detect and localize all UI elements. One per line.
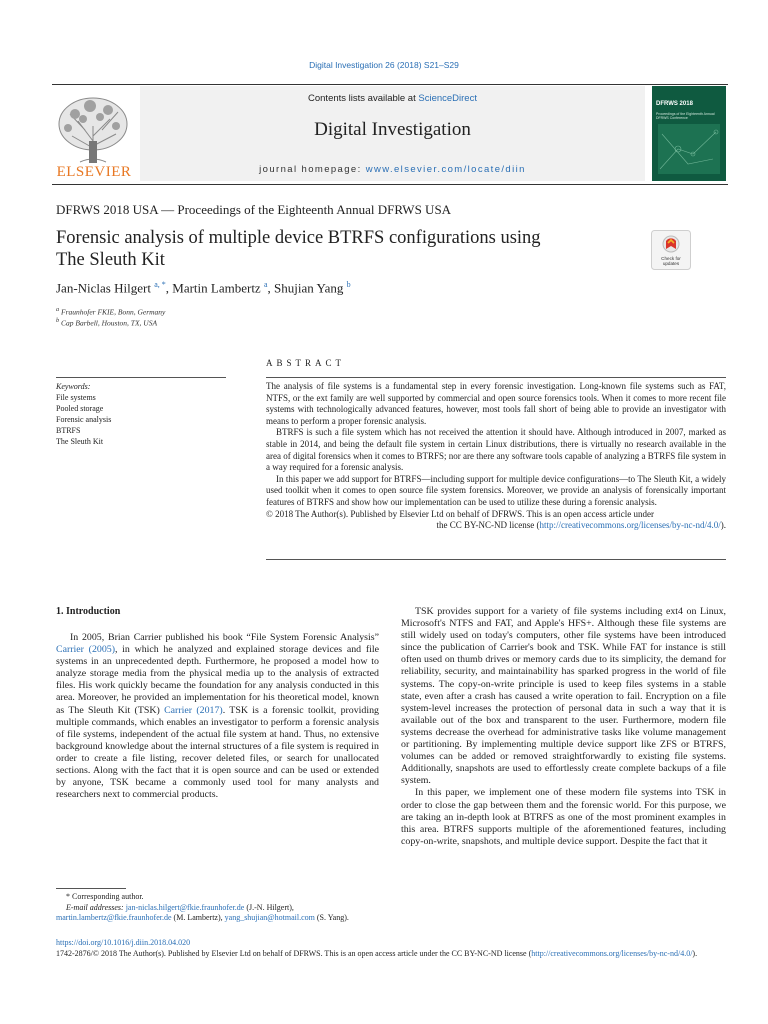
license-suffix: ).: [720, 520, 726, 531]
keywords-label: Keywords:: [56, 382, 91, 391]
cover-title: DFRWS 2018: [656, 101, 693, 107]
citation-link[interactable]: Carrier (2017): [164, 704, 223, 716]
cover-artwork: [658, 124, 720, 174]
email-owner: (M. Lambertz),: [171, 913, 225, 922]
keyword-item: BTRFS: [56, 426, 81, 435]
citation-link[interactable]: Carrier (2005): [56, 644, 115, 656]
email-link[interactable]: martin.lambertz@fkie.fraunhofer.de: [56, 913, 172, 922]
header-bottom-rule: [52, 184, 728, 185]
intro-left-column: [56, 632, 379, 801]
affiliation-b: [56, 317, 157, 328]
sciencedirect-link[interactable]: ScienceDirect: [418, 93, 477, 104]
abstract-bottom-rule: [266, 559, 726, 560]
title-line-2: The Sleuth Kit: [56, 250, 165, 270]
check-for-updates-icon[interactable]: [651, 230, 691, 270]
keyword-item: Pooled storage: [56, 404, 104, 413]
contents-line: [140, 93, 645, 104]
email-link[interactable]: jan-niclas.hilgert@fkie.fraunhofer.de: [125, 902, 245, 912]
intro-paragraph: In this paper, we implement one of these modern file systems into TSK in order to close the gap between them and the forensic world. For this purpose, we are taking an in-depth look at BTRFS as one of the most prominent examples in this area. BTRFS supports multiple of the aforementioned features, including copy-on-write, snapshots, and multiple device support. Despite the fact that it: [401, 787, 726, 847]
footnote-rule: [56, 888, 126, 889]
abstract-paragraph: In this paper we add support for BTRFS—including support for multiple device configurations—to The Sleuth Kit, a widely used toolkit when it comes to open source file system forensics. Moreover, we provide an analysis of forensically important features of BTRFS and show how our implementation can be used to utilize these during a forensic analysis.: [266, 473, 726, 507]
journal-cover-image: [652, 86, 726, 181]
author-name[interactable]: Shujian Yang: [274, 280, 344, 296]
license-link[interactable]: http://creativecommons.org/licenses/by-nc-nd/4.0/: [539, 520, 721, 531]
abstract-rule: [266, 377, 726, 378]
license-footer: [56, 949, 728, 960]
email-addresses: [56, 903, 379, 924]
proceedings-line: DFRWS 2018 USA — Proceedings of the Eighteenth Annual DFRWS USA: [56, 202, 452, 217]
email-link[interactable]: yang_shujian@hotmail.com: [224, 913, 315, 922]
abstract-copyright: © 2018 The Author(s). Published by Elsevier Ltd on behalf of DFRWS. This is an open access article under: [266, 508, 654, 519]
abstract-paragraph: BTRFS is such a file system which has not received the attention it should have. Although introduced in 2007, marked as stable in 2014, and being the default file system in certain Linux distributions, there is virtually no research available in the area of digital forensics when it comes to BTRFS; nor are there any software tools capable of analyzing a BTRFS file system in a way required for a forensic analysis.: [266, 427, 726, 473]
intro-right-column: [401, 606, 726, 848]
header-top-rule: [52, 84, 728, 85]
license-footer-suffix: ).: [692, 949, 698, 958]
cover-subtitle: Proceedings of the Eighteenth Annual DFRWS Conference: [656, 112, 715, 120]
article-title: [56, 227, 646, 271]
crossmark-label-1: Check for: [661, 256, 681, 261]
corresponding-author-note: * Corresponding author.: [66, 892, 144, 901]
email-label: E-mail addresses:: [66, 902, 126, 912]
affiliation-text: Cap Barbell, Houston, TX, USA: [61, 318, 158, 328]
affiliation-text: Fraunhofer FKIE, Bonn, Germany: [61, 307, 166, 317]
intro-text: . TSK is a forensic toolkit, providing multiple commands, which enables an investigator to perform a forensic analysis of file systems, independent of the actual file system at hand. Thus, no extensive background knowledge about the internal structures of a file system is required in order to create a file listing, recover deleted files, or search for unallocated sections. Along with the fact that it is open source and can be used or extended by anyone, TSK became a commonly used tool for many analysts and researchers next to commercial products.: [56, 704, 379, 801]
abstract-paragraph: The analysis of file systems is a fundamental step in every forensic investigation. Long-known file systems such as FAT, NTFS, or the ext family are well supported by commercial and open source forensics tools. When it comes to more recent file systems with technologically advanced features, however, most tools fall short of being able to provide an investigator with means to perform a proper forensic analysis.: [266, 381, 726, 426]
doi-link[interactable]: https://doi.org/10.1016/j.diin.2018.04.020: [56, 938, 191, 947]
abstract-heading: ABSTRACT: [266, 358, 346, 368]
license-prefix: the CC BY-NC-ND license (: [436, 520, 540, 531]
abstract-license-line: [266, 520, 726, 532]
journal-reference[interactable]: Digital Investigation 26 (2018) S21–S29: [309, 60, 459, 70]
keywords-rule: [56, 377, 226, 378]
email-owner: (S. Yang).: [314, 913, 349, 922]
author-affiliation-mark[interactable]: a, *: [154, 280, 166, 289]
author-affiliation-mark[interactable]: a: [263, 280, 268, 289]
license-text: 1742-2876/© 2018 The Author(s). Published by Elsevier Ltd on behalf of DFRWS. This is an open access article under the CC BY-NC-ND license (: [56, 949, 532, 958]
affiliation-mark: a: [56, 306, 60, 313]
affiliation-mark: b: [56, 317, 60, 324]
author-name[interactable]: Martin Lambertz: [172, 280, 261, 296]
intro-text: In 2005, Brian Carrier published his book “File System Forensic Analysis”: [70, 632, 379, 643]
author-name[interactable]: Jan-Niclas Hilgert: [56, 280, 151, 296]
crossmark-label-2: updates: [662, 261, 680, 266]
keywords-block: [56, 381, 111, 447]
journal-homepage: [140, 164, 645, 175]
section-heading: 1. Introduction: [56, 606, 121, 617]
author-affiliation-mark[interactable]: b: [346, 280, 351, 289]
homepage-prefix: journal homepage:: [259, 164, 366, 175]
footnote: [56, 892, 379, 924]
abstract-body: [266, 381, 726, 532]
contents-prefix: Contents lists available at: [308, 93, 419, 104]
keyword-item: Forensic analysis: [56, 415, 112, 424]
keyword-item: The Sleuth Kit: [56, 437, 104, 446]
affiliation-a: [56, 306, 165, 317]
homepage-link[interactable]: www.elsevier.com/locate/diin: [365, 164, 526, 175]
publisher-logo-text: ELSEVIER: [56, 164, 132, 180]
intro-text: , in which he analyzed and explained storage devices and file systems in an unprecedented depth. Furthermore, he proposed a model how to analyze storage media from the physical media up to the analysis of extracted files. His work quickly became the foundation for any analysis conducted in this area. Moreover, he provided an implementation for his theoretical model, known as The Sleuth Kit (TSK): [56, 644, 379, 716]
email-owner: (J.-N. Hilgert),: [244, 902, 294, 912]
intro-paragraph: TSK provides support for a variety of file systems including ext4 on Linux, Microsoft's NTFS and FAT, and Apple's HFS+. Although these file systems are still widely used on today's computers, other file systems have been introduced since the publication of Carrier's book and TSK. While FAT for instance is still often used on thumb drives or memory cards due to its simplicity, the demand for reliability, security, and maintainability has sparked progress in the world of file systems. The copy-on-write principle is used to keep files systems in a stable state, even after a crash has caused a write operation to fail. Encryption on a file system-level increases the protection of personal data in such a way that it is available out of the box and transparent to the user. Furthermore, modern file systems decrease the overhead for administrative tasks like volume management or partitioning. By implementing multiple device support like ZFS or BTRFS, volumes can be added or removed straightforwardly to existing file systems. Additionally, snapshots are used to effortlessly create complete backups of a file system.: [401, 606, 726, 787]
intro-paragraph: [56, 632, 379, 801]
keyword-item: File systems: [56, 393, 96, 402]
author-list: Jan-Niclas Hilgert $^{a, *}$, Martin Lambertz $^a$, Shujian Yang $^b$: [56, 280, 351, 296]
title-line-1: Forensic analysis of multiple device BTRFS configurations using: [56, 228, 541, 248]
journal-name: Digital Investigation: [314, 119, 471, 140]
license-footer-link[interactable]: http://creativecommons.org/licenses/by-nc-nd/4.0/: [531, 949, 693, 958]
